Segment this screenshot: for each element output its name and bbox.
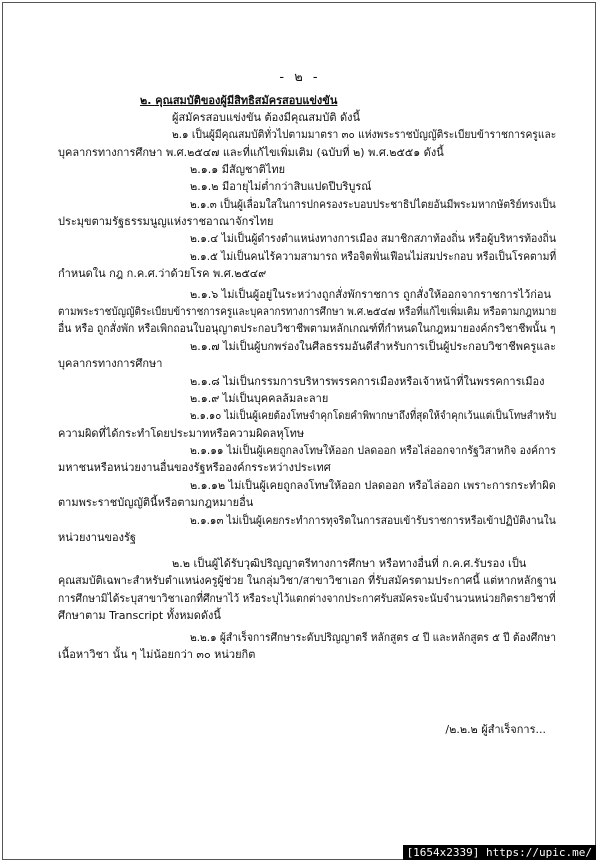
clause-2-2-cont2: การศึกษามิได้ระบุสาขาวิชาเอกที่ศึกษาไว้ หรือระบุไว้แตกต่างจากประกาศรับสมัครจะนับจำนวนหน่วยกิตรายวิชาที่ <box>58 592 556 605</box>
clause-2-2-cont1: คุณสมบัติเฉพาะสำหรับตำแหน่งครูผู้ช่วย ในกลุ่มวิชา/สาขาวิชาเอก ที่รับสมัครตามประกาศนี้ แต่หากหลักฐาน <box>58 574 557 587</box>
clause-2-1: ๒.๑ เป็นผู้มีคุณสมบัติทั่วไปตามมาตรา ๓๐ แห่งพระราชบัญญัติระเบียบข้าราชการครูและ <box>172 128 557 141</box>
page-number: - ๒ - <box>279 70 321 85</box>
clause-2-1-11-cont: มหาชนหรือหน่วยงานอื่นของรัฐหรือองค์กรระหว่างประเทศ <box>58 461 331 474</box>
clause-2-1-12: ๒.๑.๑๒ ไม่เป็นผู้เคยถูกลงโทษให้ออก ปลดออก หรือไล่ออก เพราะการกระทำผิด <box>190 479 556 492</box>
clause-2-1-9: ๒.๑.๙ ไม่เป็นบุคคลล้มละลาย <box>190 392 329 405</box>
clause-2-2-1: ๒.๒.๑ ผู้สำเร็จการศึกษาระดับปริญญาตรี หลักสูตร ๔ ปี และหลักสูตร ๕ ปี ต้องศึกษา <box>190 631 557 644</box>
clause-2-1-12-cont: ตามพระราชบัญญัตินี้หรือตามกฎหมายอื่น <box>58 496 254 509</box>
clause-2-1-5: ๒.๑.๕ ไม่เป็นคนไร้ความสามารถ หรือจิตฟั่นเฟือนไม่สมประกอบ หรือเป็นโรคตามที่ <box>190 250 557 263</box>
clause-2-1-4: ๒.๑.๔ ไม่เป็นผู้ดำรงตำแหน่งทางการเมือง สมาชิกสภาท้องถิ่น หรือผู้บริหารท้องถิ่น <box>190 232 557 245</box>
clause-2-1-3: ๒.๑.๓ เป็นผู้เลื่อมใสในการปกครองระบอบประชาธิปไตยอันมีพระมหากษัตริย์ทรงเป็น <box>190 198 556 211</box>
image-watermark: [1654x2339] https://upic.me/ <box>403 845 596 860</box>
section-intro: ผู้สมัครสอบแข่งขัน ต้องมีคุณสมบัติ ดังนี้ <box>172 111 361 124</box>
clause-2-2: ๒.๒ เป็นผู้ได้รับวุฒิปริญญาตรีทางการศึกษา หรือทางอื่นที่ ก.ค.ศ.รับรอง เป็น <box>172 557 527 570</box>
clause-2-1-6: ๒.๑.๖ ไม่เป็นผู้อยู่ในระหว่างถูกสั่งพักราชการ ถูกสั่งให้ออกจากราชการไว้ก่อน <box>190 288 552 301</box>
clause-2-2-cont3: ศึกษาตาม Transcript ทั้งหมดดังนี้ <box>58 609 221 622</box>
clause-2-1-2: ๒.๑.๒ มีอายุไม่ต่ำกว่าสิบแปดปีบริบูรณ์ <box>190 180 372 193</box>
clause-2-1-10: ๒.๑.๑๐ ไม่เป็นผู้เคยต้องโทษจำคุกโดยคำพิพากษาถึงที่สุดให้จำคุกเว้นแต่เป็นโทษสำหรับ <box>190 409 557 422</box>
clause-2-2-1-cont: เนื้อหาวิชา นั้น ๆ ไม่น้อยกว่า ๓๐ หน่วยกิต <box>58 648 256 661</box>
clause-2-1-6-cont2: อื่น หรือ ถูกสั่งพัก หรือเพิกถอนใบอนุญาตประกอบวิชาชีพตามหลักเกณฑ์ที่กำหนดในกฎหมายองค์กรวิชาชีพนั้น ๆ <box>58 322 556 335</box>
clause-2-1-1: ๒.๑.๑ มีสัญชาติไทย <box>190 163 286 176</box>
clause-2-1-7: ๒.๑.๗ ไม่เป็นผู้บกพร่องในศีลธรรมอันดีสำหรับการเป็นผู้ประกอบวิชาชีพครูและ <box>190 340 557 353</box>
clause-2-1-13: ๒.๑.๑๓ ไม่เป็นผู้เคยกระทำการทุจริตในการสอบเข้ารับราชการหรือเข้าปฏิบัติงานใน <box>190 514 556 527</box>
continuation-note: /๒.๒.๒ ผู้สำเร็จการ... <box>445 723 546 736</box>
clause-2-1-3-cont: ประมุขตามรัฐธรรมนูญแห่งราชอาณาจักรไทย <box>58 215 274 228</box>
section-heading: ๒. คุณสมบัติของผู้มีสิทธิสมัครสอบแข่งขัน <box>140 94 338 107</box>
clause-2-1-7-cont: บุคลากรทางการศึกษา <box>58 357 163 370</box>
clause-2-1-13-cont: หน่วยงานของรัฐ <box>58 531 136 544</box>
clause-2-1-8: ๒.๑.๘ ไม่เป็นกรรมการบริหารพรรคการเมืองหรือเจ้าหน้าที่ในพรรคการเมือง <box>190 375 545 388</box>
clause-2-1-10-cont: ความผิดที่ได้กระทำโดยประมาทหรือความผิดลหุโทษ <box>58 427 305 440</box>
clause-2-1-cont: บุคลากรทางการศึกษา พ.ศ.๒๕๔๗ และที่แก้ไขเพิ่มเติม (ฉบับที่ ๒) พ.ศ.๒๕๕๑ ดังนี้ <box>58 146 444 159</box>
clause-2-1-5-cont: กำหนดใน กฎ ก.ค.ศ.ว่าด้วยโรค พ.ศ.๒๕๔๙ <box>58 267 267 280</box>
clause-2-1-6-cont1: ตามพระราชบัญญัติระเบียบข้าราชการครูและบุคลากรทางการศึกษา พ.ศ.๒๕๔๗ หรือที่แก้ไขเพิ่มเติม หรือตามกฎหมาย <box>58 305 557 318</box>
clause-2-1-11: ๒.๑.๑๑ ไม่เป็นผู้เคยถูกลงโทษให้ออก ปลดออก หรือไล่ออกจากรัฐวิสาหกิจ องค์การ <box>190 444 556 457</box>
